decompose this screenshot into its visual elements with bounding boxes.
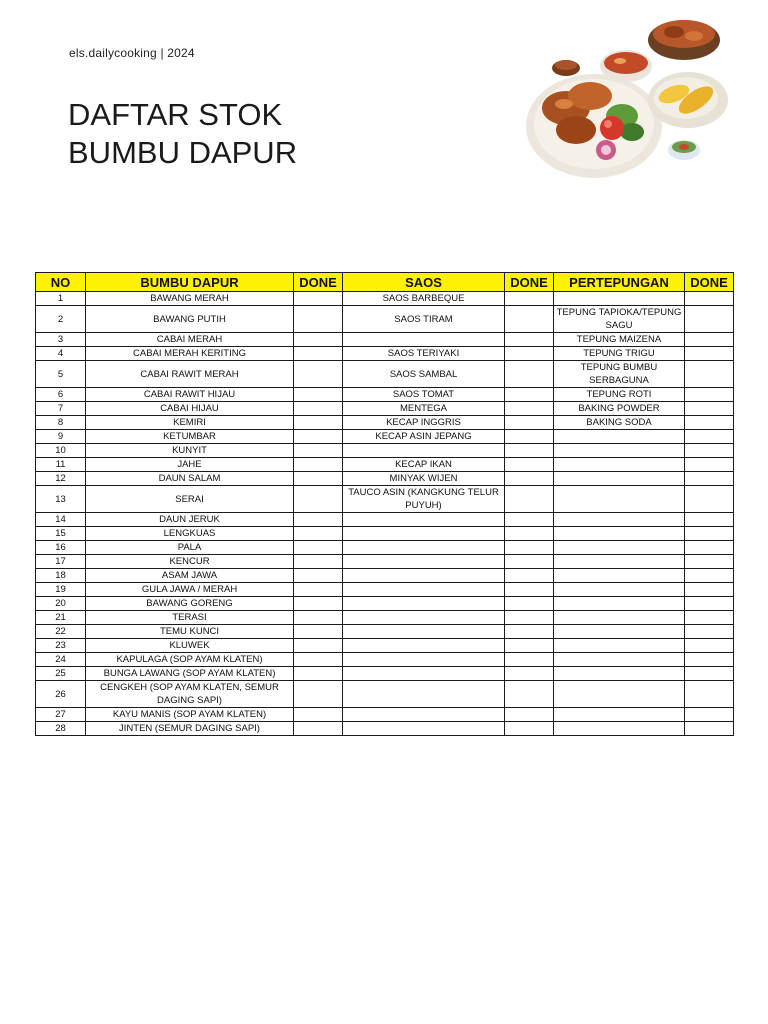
- done-bumbu-cell: [294, 388, 343, 402]
- table-row: [36, 333, 734, 347]
- saos-cell: [343, 681, 505, 708]
- done-saos-cell: [505, 402, 554, 416]
- bumbu-cell: SERAI: [86, 486, 294, 513]
- table-row: [36, 388, 734, 402]
- pertepungan-cell: [554, 681, 685, 708]
- done-bumbu-cell: [294, 444, 343, 458]
- done-pertepungan-cell: [685, 444, 734, 458]
- done-saos-cell: [505, 541, 554, 555]
- done-bumbu-cell: [294, 513, 343, 527]
- bumbu-cell: CABAI MERAH KERITING: [86, 347, 294, 361]
- saos-cell: [343, 722, 505, 736]
- done-pertepungan-cell: [685, 667, 734, 681]
- done-bumbu-cell: [294, 402, 343, 416]
- done-bumbu-cell: [294, 597, 343, 611]
- row-number: 9: [36, 430, 86, 444]
- pertepungan-cell: [554, 527, 685, 541]
- title-line-1: DAFTAR STOK: [68, 97, 283, 132]
- row-number: 17: [36, 555, 86, 569]
- done-pertepungan-cell: [685, 430, 734, 444]
- done-bumbu-cell: [294, 555, 343, 569]
- saos-cell: KECAP ASIN JEPANG: [343, 430, 505, 444]
- saos-cell: [343, 611, 505, 625]
- done-bumbu-cell: [294, 541, 343, 555]
- done-bumbu-cell: [294, 569, 343, 583]
- bumbu-cell: CABAI RAWIT MERAH: [86, 361, 294, 388]
- pertepungan-cell: TEPUNG MAIZENA: [554, 333, 685, 347]
- table-row: [36, 722, 734, 736]
- done-saos-cell: [505, 333, 554, 347]
- page-title: [68, 96, 297, 172]
- row-number: 25: [36, 667, 86, 681]
- done-bumbu-cell: [294, 708, 343, 722]
- table-row: [36, 402, 734, 416]
- done-saos-cell: [505, 347, 554, 361]
- pertepungan-cell: TEPUNG BUMBU SERBAGUNA: [554, 361, 685, 388]
- done-bumbu-cell: [294, 472, 343, 486]
- done-bumbu-cell: [294, 347, 343, 361]
- column-header-done-bumbu: DONE: [294, 273, 343, 292]
- table-row: [36, 625, 734, 639]
- pertepungan-cell: [554, 667, 685, 681]
- done-pertepungan-cell: [685, 513, 734, 527]
- done-saos-cell: [505, 555, 554, 569]
- row-number: 10: [36, 444, 86, 458]
- done-bumbu-cell: [294, 292, 343, 306]
- done-saos-cell: [505, 472, 554, 486]
- bumbu-cell: TERASI: [86, 611, 294, 625]
- pertepungan-cell: [554, 708, 685, 722]
- stock-table: [35, 272, 734, 736]
- pertepungan-cell: [554, 555, 685, 569]
- table-row: [36, 458, 734, 472]
- pertepungan-cell: [554, 430, 685, 444]
- saos-cell: [343, 333, 505, 347]
- saos-cell: [343, 639, 505, 653]
- pertepungan-cell: BAKING POWDER: [554, 402, 685, 416]
- done-saos-cell: [505, 486, 554, 513]
- done-bumbu-cell: [294, 611, 343, 625]
- done-saos-cell: [505, 722, 554, 736]
- done-saos-cell: [505, 430, 554, 444]
- table-row: [36, 347, 734, 361]
- saos-cell: KECAP IKAN: [343, 458, 505, 472]
- done-saos-cell: [505, 611, 554, 625]
- saos-cell: SAOS TIRAM: [343, 306, 505, 333]
- column-header-done-saos: DONE: [505, 273, 554, 292]
- column-header-bumbu: BUMBU DAPUR: [86, 273, 294, 292]
- done-saos-cell: [505, 569, 554, 583]
- row-number: 2: [36, 306, 86, 333]
- pertepungan-cell: [554, 625, 685, 639]
- table-row: [36, 569, 734, 583]
- saos-cell: SAOS SAMBAL: [343, 361, 505, 388]
- row-number: 21: [36, 611, 86, 625]
- done-bumbu-cell: [294, 333, 343, 347]
- bumbu-cell: BUNGA LAWANG (SOP AYAM KLATEN): [86, 667, 294, 681]
- done-saos-cell: [505, 653, 554, 667]
- pertepungan-cell: BAKING SODA: [554, 416, 685, 430]
- done-pertepungan-cell: [685, 653, 734, 667]
- done-saos-cell: [505, 527, 554, 541]
- done-pertepungan-cell: [685, 597, 734, 611]
- bumbu-cell: JINTEN (SEMUR DAGING SAPI): [86, 722, 294, 736]
- row-number: 11: [36, 458, 86, 472]
- done-saos-cell: [505, 625, 554, 639]
- stock-table-body: [36, 292, 734, 736]
- done-bumbu-cell: [294, 486, 343, 513]
- done-pertepungan-cell: [685, 347, 734, 361]
- done-pertepungan-cell: [685, 292, 734, 306]
- table-row: [36, 597, 734, 611]
- done-pertepungan-cell: [685, 306, 734, 333]
- pertepungan-cell: [554, 583, 685, 597]
- done-pertepungan-cell: [685, 569, 734, 583]
- row-number: 12: [36, 472, 86, 486]
- done-saos-cell: [505, 458, 554, 472]
- table-row: [36, 583, 734, 597]
- done-pertepungan-cell: [685, 681, 734, 708]
- table-row: [36, 555, 734, 569]
- bumbu-cell: BAWANG MERAH: [86, 292, 294, 306]
- table-row: [36, 611, 734, 625]
- table-row: [36, 708, 734, 722]
- pertepungan-cell: [554, 597, 685, 611]
- pertepungan-cell: [554, 472, 685, 486]
- bumbu-cell: BAWANG GORENG: [86, 597, 294, 611]
- done-bumbu-cell: [294, 416, 343, 430]
- table-row: [36, 361, 734, 388]
- bumbu-cell: JAHE: [86, 458, 294, 472]
- done-pertepungan-cell: [685, 472, 734, 486]
- done-bumbu-cell: [294, 527, 343, 541]
- bumbu-cell: CENGKEH (SOP AYAM KLATEN, SEMUR DAGING SAPI): [86, 681, 294, 708]
- row-number: 15: [36, 527, 86, 541]
- done-pertepungan-cell: [685, 611, 734, 625]
- saos-cell: [343, 541, 505, 555]
- done-pertepungan-cell: [685, 333, 734, 347]
- table-row: [36, 639, 734, 653]
- bumbu-cell: KAYU MANIS (SOP AYAM KLATEN): [86, 708, 294, 722]
- table-row: [36, 444, 734, 458]
- row-number: 4: [36, 347, 86, 361]
- done-bumbu-cell: [294, 653, 343, 667]
- row-number: 28: [36, 722, 86, 736]
- saos-cell: SAOS BARBEQUE: [343, 292, 505, 306]
- saos-cell: [343, 708, 505, 722]
- done-saos-cell: [505, 708, 554, 722]
- bumbu-cell: KUNYIT: [86, 444, 294, 458]
- bumbu-cell: KAPULAGA (SOP AYAM KLATEN): [86, 653, 294, 667]
- done-pertepungan-cell: [685, 555, 734, 569]
- done-saos-cell: [505, 639, 554, 653]
- bumbu-cell: CABAI MERAH: [86, 333, 294, 347]
- done-pertepungan-cell: [685, 388, 734, 402]
- table-row: [36, 527, 734, 541]
- table-row: [36, 653, 734, 667]
- done-bumbu-cell: [294, 681, 343, 708]
- saos-cell: SAOS TOMAT: [343, 388, 505, 402]
- done-bumbu-cell: [294, 583, 343, 597]
- row-number: 5: [36, 361, 86, 388]
- pertepungan-cell: [554, 486, 685, 513]
- row-number: 24: [36, 653, 86, 667]
- bumbu-cell: CABAI HIJAU: [86, 402, 294, 416]
- row-number: 16: [36, 541, 86, 555]
- done-saos-cell: [505, 583, 554, 597]
- bumbu-cell: DAUN SALAM: [86, 472, 294, 486]
- done-bumbu-cell: [294, 639, 343, 653]
- bumbu-cell: BAWANG PUTIH: [86, 306, 294, 333]
- table-row: [36, 416, 734, 430]
- row-number: 26: [36, 681, 86, 708]
- brand-label: els.dailycooking | 2024: [69, 46, 195, 60]
- row-number: 3: [36, 333, 86, 347]
- done-bumbu-cell: [294, 361, 343, 388]
- saos-cell: [343, 444, 505, 458]
- row-number: 1: [36, 292, 86, 306]
- done-saos-cell: [505, 388, 554, 402]
- title-line-2: BUMBU DAPUR: [68, 135, 298, 170]
- row-number: 14: [36, 513, 86, 527]
- bumbu-cell: LENGKUAS: [86, 527, 294, 541]
- bumbu-cell: ASAM JAWA: [86, 569, 294, 583]
- column-header-pertepungan: PERTEPUNGAN: [554, 273, 685, 292]
- done-pertepungan-cell: [685, 402, 734, 416]
- done-pertepungan-cell: [685, 583, 734, 597]
- done-pertepungan-cell: [685, 361, 734, 388]
- done-pertepungan-cell: [685, 625, 734, 639]
- done-pertepungan-cell: [685, 722, 734, 736]
- table-header-row: [36, 273, 734, 292]
- pertepungan-cell: [554, 569, 685, 583]
- done-saos-cell: [505, 292, 554, 306]
- column-header-done-pertepungan: DONE: [685, 273, 734, 292]
- done-saos-cell: [505, 416, 554, 430]
- done-pertepungan-cell: [685, 416, 734, 430]
- done-bumbu-cell: [294, 625, 343, 639]
- done-bumbu-cell: [294, 430, 343, 444]
- pertepungan-cell: [554, 458, 685, 472]
- table-row: [36, 513, 734, 527]
- pertepungan-cell: TEPUNG ROTI: [554, 388, 685, 402]
- bumbu-cell: PALA: [86, 541, 294, 555]
- row-number: 22: [36, 625, 86, 639]
- saos-cell: [343, 597, 505, 611]
- pertepungan-cell: TEPUNG TRIGU: [554, 347, 685, 361]
- pertepungan-cell: [554, 639, 685, 653]
- row-number: 18: [36, 569, 86, 583]
- saos-cell: [343, 583, 505, 597]
- saos-cell: KECAP INGGRIS: [343, 416, 505, 430]
- saos-cell: [343, 513, 505, 527]
- done-saos-cell: [505, 444, 554, 458]
- done-saos-cell: [505, 597, 554, 611]
- saos-cell: MENTEGA: [343, 402, 505, 416]
- table-row: [36, 486, 734, 513]
- pertepungan-cell: [554, 541, 685, 555]
- bumbu-cell: DAUN JERUK: [86, 513, 294, 527]
- pertepungan-cell: [554, 653, 685, 667]
- pertepungan-cell: [554, 611, 685, 625]
- bumbu-cell: TEMU KUNCI: [86, 625, 294, 639]
- row-number: 19: [36, 583, 86, 597]
- pertepungan-cell: TEPUNG TAPIOKA/TEPUNG SAGU: [554, 306, 685, 333]
- pertepungan-cell: [554, 722, 685, 736]
- done-pertepungan-cell: [685, 486, 734, 513]
- done-bumbu-cell: [294, 667, 343, 681]
- bumbu-cell: KENCUR: [86, 555, 294, 569]
- saos-cell: [343, 653, 505, 667]
- done-pertepungan-cell: [685, 541, 734, 555]
- done-pertepungan-cell: [685, 708, 734, 722]
- done-saos-cell: [505, 681, 554, 708]
- done-saos-cell: [505, 361, 554, 388]
- done-bumbu-cell: [294, 306, 343, 333]
- saos-cell: [343, 667, 505, 681]
- table-row: [36, 667, 734, 681]
- done-bumbu-cell: [294, 458, 343, 472]
- table-row: [36, 472, 734, 486]
- row-number: 27: [36, 708, 86, 722]
- food-platter-illustration: [524, 8, 738, 198]
- saos-cell: [343, 527, 505, 541]
- saos-cell: MINYAK WIJEN: [343, 472, 505, 486]
- done-pertepungan-cell: [685, 639, 734, 653]
- table-row: [36, 292, 734, 306]
- bumbu-cell: KLUWEK: [86, 639, 294, 653]
- pertepungan-cell: [554, 444, 685, 458]
- saos-cell: TAUCO ASIN (KANGKUNG TELUR PUYUH): [343, 486, 505, 513]
- saos-cell: [343, 555, 505, 569]
- bumbu-cell: GULA JAWA / MERAH: [86, 583, 294, 597]
- saos-cell: [343, 569, 505, 583]
- table-row: [36, 681, 734, 708]
- row-number: 23: [36, 639, 86, 653]
- row-number: 20: [36, 597, 86, 611]
- done-saos-cell: [505, 306, 554, 333]
- row-number: 13: [36, 486, 86, 513]
- bumbu-cell: CABAI RAWIT HIJAU: [86, 388, 294, 402]
- saos-cell: SAOS TERIYAKI: [343, 347, 505, 361]
- done-pertepungan-cell: [685, 458, 734, 472]
- column-header-no: NO: [36, 273, 86, 292]
- row-number: 8: [36, 416, 86, 430]
- table-row: [36, 306, 734, 333]
- done-saos-cell: [505, 513, 554, 527]
- row-number: 7: [36, 402, 86, 416]
- row-number: 6: [36, 388, 86, 402]
- column-header-saos: SAOS: [343, 273, 505, 292]
- done-pertepungan-cell: [685, 527, 734, 541]
- done-saos-cell: [505, 667, 554, 681]
- pertepungan-cell: [554, 292, 685, 306]
- table-row: [36, 541, 734, 555]
- saos-cell: [343, 625, 505, 639]
- done-bumbu-cell: [294, 722, 343, 736]
- pertepungan-cell: [554, 513, 685, 527]
- table-row: [36, 430, 734, 444]
- bumbu-cell: KETUMBAR: [86, 430, 294, 444]
- bumbu-cell: KEMIRI: [86, 416, 294, 430]
